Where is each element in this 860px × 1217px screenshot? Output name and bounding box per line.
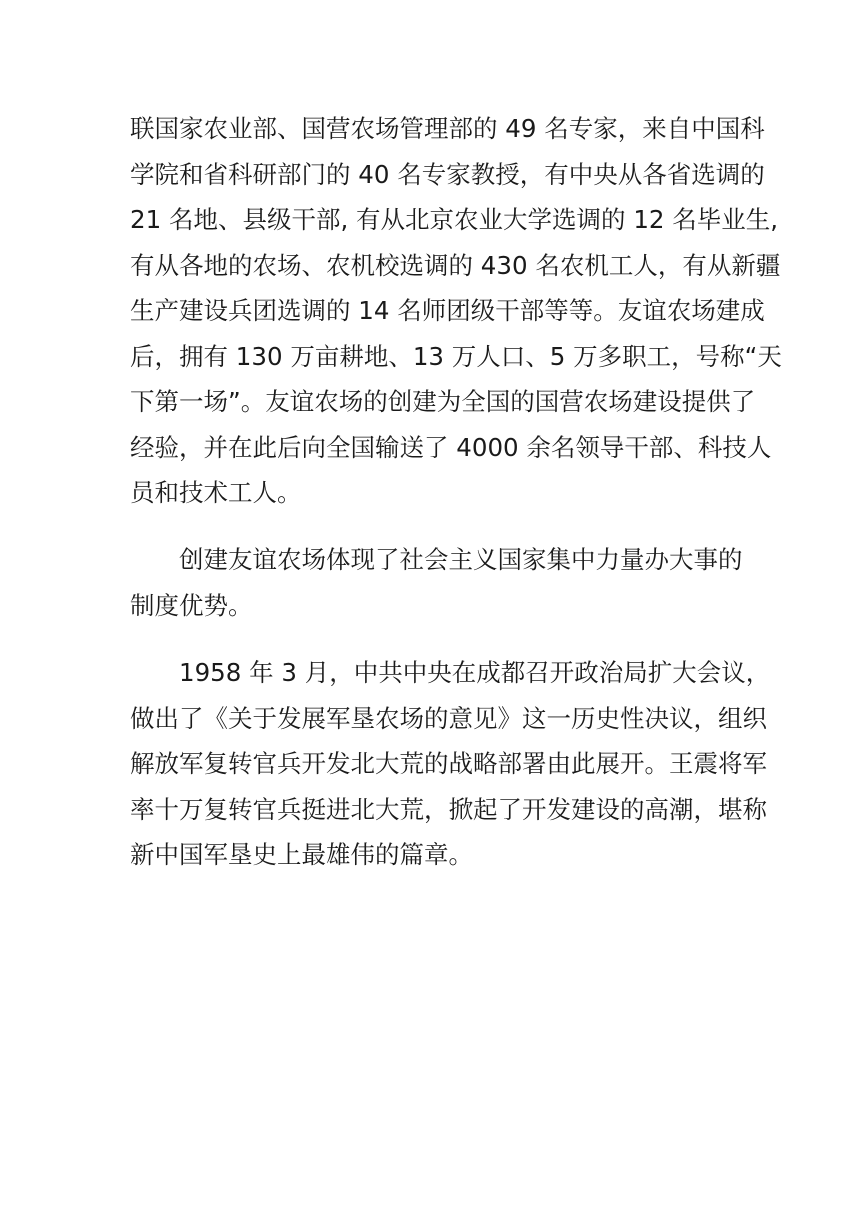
text-line: 解放军复转官兵开发北大荒的战略部署由此展开。王震将军	[130, 749, 767, 778]
text-line: 下第一场”。友谊农场的创建为全国的国营农场建设提供了	[130, 387, 756, 416]
text-line: 1958 年 3 月，中共中央在成都召开政治局扩大会议，	[130, 658, 771, 687]
text-line: 21 名地、县级干部, 有从北京农业大学选调的 12 名毕业生,	[130, 205, 779, 234]
paragraph-friendship-farm-staff	[130, 106, 782, 516]
text-line: 后，拥有 130 万亩耕地、13 万人口、5 万多职工，号称“天	[130, 341, 782, 371]
paragraph-1958-decision	[130, 650, 771, 878]
paragraph-institutional-advantage	[130, 537, 743, 628]
text-line: 生产建设兵团选调的 14 名师团级干部等等。友谊农场建成	[130, 296, 765, 325]
text-line: 学院和省科研部门的 40 名专家教授，有中央从各省选调的	[130, 159, 765, 189]
text-line: 新中国军垦史上最雄伟的篇章。	[130, 840, 473, 869]
text-line: 制度优势。	[130, 590, 253, 620]
text-line: 经验，并在此后向全国输送了 4000 余名领导干部、科技人	[130, 432, 772, 462]
text-line: 员和技术工人。	[130, 478, 302, 507]
text-line: 有从各地的农场、农机校选调的 430 名农机工人，有从新疆	[130, 250, 781, 280]
text-line: 做出了《关于发展军垦农场的意见》这一历史性决议，组织	[130, 703, 767, 733]
text-line: 率十万复转官兵挺进北大荒，掀起了开发建设的高潮，堪称	[130, 794, 767, 824]
text-line: 创建友谊农场体现了社会主义国家集中力量办大事的	[130, 545, 743, 574]
text-line: 联国家农业部、国营农场管理部的 49 名专家，来自中国科	[130, 114, 765, 143]
